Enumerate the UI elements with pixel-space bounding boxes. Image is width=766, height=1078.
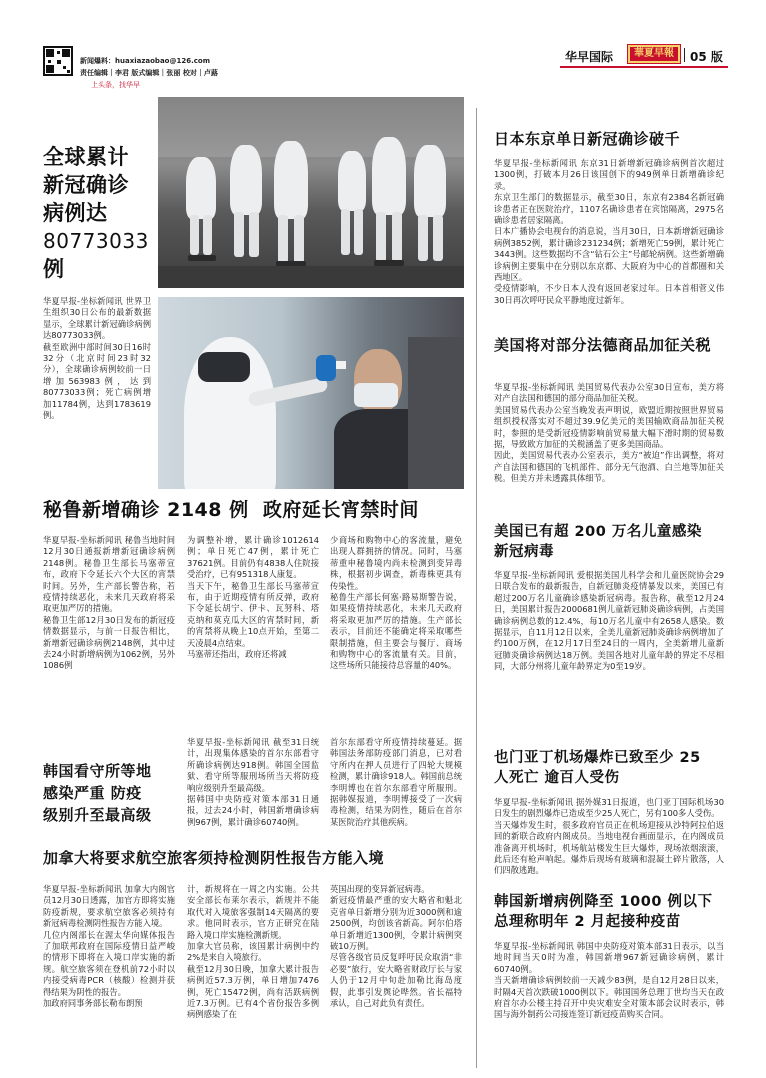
children-article-body: 华夏早报-坐标新闻讯 爱根据美国儿科学会和儿童医院协会29日联合发布的最新报告，自新冠肺炎疫情暴发以来，美国已有超过200万名儿童确诊感染新冠病毒。报告称，截至12月24日，美国累计报告2000681例儿童新冠肺炎确诊病例，占美国确诊病例总数的12.4%，每10万名儿童中有2658人感染。数据显示，自11月12日以来，全美儿童新冠肺炎确诊病例增加了约100万例，在12月17日至24日的一周内，全美新增儿童新冠肺炎确诊病例达18万例。美国各地对儿童年龄的界定不尽相同，大部分州将儿童年龄界定为0至19岁。 bbox=[494, 570, 724, 672]
masthead-rule bbox=[560, 66, 728, 68]
korea-prison-col1: 华夏早报-坐标新闻讯 截至31日统计，出现集体感染的首尔东部看守所确诊病例达918例。韩国全国监狱、看守所等服刑场所当天将防疫响应级别升至最高级。 据韩国中央防疫对策本部31日通报，过去24小时，韩国新增确诊病例967例，累计确诊60740例。 bbox=[187, 737, 319, 827]
children-headline-line: 新冠病毒 bbox=[494, 544, 554, 560]
peru-headline: 秘鲁新增确诊 2148 例 政府延长宵禁时间 bbox=[43, 499, 419, 521]
tokyo-article-body: 华夏早报-坐标新闻讯 东京31日新增新冠确诊病例首次超过1300例，打破本月26日该国创下的949例单日新增确诊纪录。 东京卫生部门的数据显示，截至30日，东京有2384名新冠确诊患者正在医院治疗，1107名确诊患者在宾馆隔离，2975名确诊患者居家隔离。 日本广播协会电视台的消息说，当月30日，日本新增新冠确诊病例3852例，累计确诊231234例；新增死亡59例，累计死亡3443例。这些数据均不含“钻石公主”号邮轮病例。这些新增确诊病例主要集中在分别以东京都、大阪府为中心的首都圈和关西地区。 受疫情影响，不少日本人没有返回老家过年。日本首相菅义伟30日再次呼吁民众平静地度过新年。 bbox=[494, 158, 724, 305]
paper-logo bbox=[628, 45, 680, 63]
page-number: 05 版 bbox=[690, 50, 723, 64]
yemen-article-body: 华夏早报-坐标新闻讯 据外媒31日报道，也门亚丁国际机场30日发生的剧烈爆炸已造成至少25人死亡，另有100多人受伤。 当天爆炸发生时，很多政府官员正在机场迎接从沙特阿拉伯返回的新联合政府内阁成员。当地电视台画面显示，在内阁成员准备离开机场时，机场航站楼发生巨大爆炸，现场浓烟滚滚，此后还有枪声响起。爆炸后现场有玻璃和混凝土碎片散落，人们四散逃跑。 bbox=[494, 797, 724, 876]
lead-headline-line: 全球累计 bbox=[43, 145, 129, 169]
editors-credit: 责任编辑｜李君 版式编辑｜张丽 校对｜卢蕗 bbox=[80, 69, 218, 77]
korea-prison-headline-line: 感染严重 防疫 bbox=[43, 784, 142, 802]
lead-article-body: 华夏早报-坐标新闻讯 世界卫生组织30日公布的最新数据显示，全球累计新冠确诊病例达80773033例。 截至欧洲中部时间30日16时32分（北京时间23时32分），全球确诊病例较前一日增加563983例，达到80773033例；死亡病例增加11784例，达到1783619例。 bbox=[43, 296, 151, 421]
korea-prison-headline bbox=[43, 760, 175, 826]
hazmat-workers-photo bbox=[158, 97, 464, 288]
masthead-divider bbox=[684, 48, 685, 62]
yemen-headline-line: 也门亚丁机场爆炸已致至少 25 bbox=[494, 750, 701, 766]
korea-prison-headline-line: 韩国看守所等地 bbox=[43, 762, 152, 780]
korea-cases-headline-line: 韩国新增病例降至 1000 例以下 bbox=[494, 894, 713, 910]
korea-cases-headline-line: 总理称明年 2 月起接种疫苗 bbox=[494, 914, 681, 930]
news-tip-email: 新闻爆料：huaxiazaobao@126.com bbox=[80, 57, 211, 65]
korea-prison-headline-line: 级别升至最高级 bbox=[43, 806, 152, 824]
children-headline-line: 美国已有超 200 万名儿童感染 bbox=[494, 524, 702, 540]
peru-article-col1: 华夏早报-坐标新闻讯 秘鲁当地时间12月30日通报新增新冠确诊病例2148例。秘鲁卫生部长马塞蒂宣布，政府下令延长六个大区的宵禁时间。另外，生产部长警告称，若疫情持续恶化，未来几天政府将采取更加严厉的措施。 秘鲁卫生部12月30日发布的新冠疫情数据显示，与前一日报告相比，新增新冠确诊病例2148例，其中过去24小时新增病例为1062例，另外1086例 bbox=[43, 535, 175, 671]
section-name: 华早国际 bbox=[565, 50, 614, 64]
slogan: 上头条，找华早 bbox=[91, 81, 140, 89]
lead-headline bbox=[43, 143, 153, 283]
temperature-check-photo bbox=[158, 297, 464, 489]
canada-article-col2: 计，新规将在一周之内实施。公共安全部长布莱尔表示，新规并不能取代对入境旅客强制14天隔离的要求。他同时表示，官方正研究在陆路入境口岸实施检测新规。 加拿大官员称，该国累计病例中约2%是来自入境旅行。 截至12月30日晚，加拿大累计报告病例近57.3万例，单日增加7476例，死亡15472例，尚有活跃病例近7.3万例。已有4个省份报告多例病例感染了在 bbox=[187, 884, 319, 1020]
lead-headline-line: 例 bbox=[43, 257, 65, 281]
lead-headline-line: 病例达 bbox=[43, 201, 108, 225]
korea-prison-col2: 首尔东部看守所疫情持续蔓延。据韩国法务部防疫部门消息，已对看守所内在押人员进行了四轮大规模检测，累计确诊918人。韩国前总统李明博也在首尔东部看守所服刑。据韩媒报道，李明博接受了一次病毒检测，结果为阴性，随后在首尔某医院治疗其他疾病。 bbox=[330, 737, 462, 827]
korea-cases-headline bbox=[494, 892, 734, 932]
canada-headline: 加拿大将要求航空旅客须持检测阴性报告方能入境 bbox=[43, 849, 385, 867]
peru-article-col3: 少商场和购物中心的客流量，避免出现人群拥挤的情况。同时，马塞蒂重申秘鲁境内尚未检测到变异毒株，根据初步调查，新毒株更具有传染性。 秘鲁生产部长何塞·路易斯警告说，如果疫情持续恶化，未来几天政府将采取更加严厉的措施。生产部长表示，目前还不能确定将采取哪些限制措施，但主要会与餐厅、商场和购物中心的客流量有关。目前，这些场所只能接待总容量的40%。 bbox=[330, 535, 462, 671]
tariff-headline: 美国将对部分法德商品加征关税 bbox=[494, 336, 712, 354]
korea-cases-article-body: 华夏早报-坐标新闻讯 韩国中央防疫对策本部31日表示，以当地时间当天0时为准，韩国新增967新冠确诊病例，累计60740例。 当天新增确诊病例较前一天减少83例，是自12月28日以来，时隔4天首次跌破1000例以下。韩国国务总理丁世均当天在政府首尔办公楼主持召开中央灾难安全对策本部会议时表示，韩国与海外制药公司接连签订新冠疫苗购买合同。 bbox=[494, 941, 724, 1020]
peru-article-col2: 为调整补增，累计确诊1012614例；单日死亡47例，累计死亡37621例。目前仍有4838人住院接受治疗，已有951318人康复。 当天下午，秘鲁卫生部长马塞蒂宣布，由于近期疫情有所反弹，政府下令延长胡宁、伊卡、瓦努科、塔克纳和莫克瓜大区的宵禁时间，新的宵禁将从晚上10点开始，至第二天凌晨4点结束。 马塞蒂还指出，政府还将减 bbox=[187, 535, 319, 660]
yemen-headline bbox=[494, 748, 734, 788]
lead-headline-number: 80773033 bbox=[43, 229, 149, 253]
canada-article-col3: 英国出现的变异新冠病毒。 新冠疫情最严重的安大略省和魁北克省单日新增分别为近3000例和逾2500例，均创该省新高。阿尔伯塔单日新增近1300例，令累计病例突破10万例。 尽管各级官员反复呼吁民众取消“非必要”旅行，安大略省财政厅长与家人仍于12月中旬赴加勒比海岛度假，此事引发舆论哗然。省长福特承认，自己对此负有责任。 bbox=[330, 884, 462, 1009]
qr-code-icon bbox=[43, 46, 73, 76]
column-divider bbox=[476, 108, 477, 1068]
lead-headline-line: 新冠确诊 bbox=[43, 173, 129, 197]
children-headline bbox=[494, 522, 734, 562]
logo-text: 華夏早報 bbox=[634, 48, 674, 59]
tokyo-headline: 日本东京单日新冠确诊破千 bbox=[494, 130, 681, 148]
canada-article-col1: 华夏早报-坐标新闻讯 加拿大内阁官员12月30日透露，加官方即将实施防疫新规，要求航空旅客必须持有新冠病毒检测阴性报告方能入境。 几位内阁部长在渥太华向媒体报告了加联邦政府在国际疫情日益严峻的情形下即将在入境口岸实施的新规。航空旅客须在登机前72小时以内接受病毒PCR（核酸）检测并获得结果为阴性的报告。 加政府同事务部长勒布朗预 bbox=[43, 884, 175, 1009]
tariff-article-body: 华夏早报-坐标新闻讯 美国贸易代表办公室30日宣布，美方将对产自法国和德国的部分商品加征关税。 美国贸易代表办公室当晚发表声明说，欧盟近期按照世界贸易组织授权落实对不超过39.9亿美元的美国输欧商品加征关税时，参照的是受新冠疫情影响前贸易量大幅下滑时期的贸易数据，导致欧方加征的关税涵盖了更多美国商品。 因此，美国贸易代表办公室表示，美方“被迫”作出调整，将对产自法国和德国的飞机部件、部分无气泡酒、白兰地等加征关税。但美方并未透露具体细节。 bbox=[494, 382, 724, 484]
yemen-headline-line: 人死亡 逾百人受伤 bbox=[494, 770, 620, 786]
